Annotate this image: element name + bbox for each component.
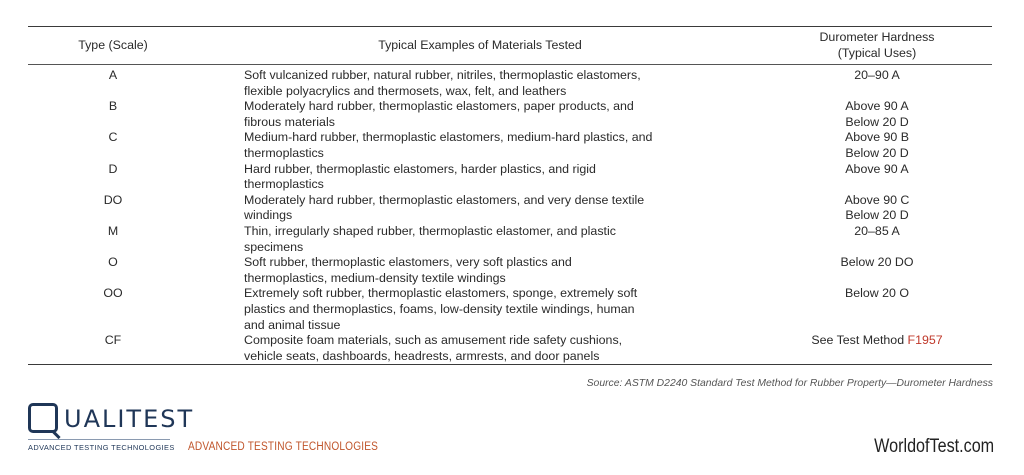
cell-examples — [198, 286, 762, 333]
source-citation: Source: ASTM D2240 Standard Test Method for Rubber Property—Durometer Hardness — [586, 378, 993, 389]
hardness-line: Below 20 D — [845, 208, 909, 223]
examples-line: vehicle seats, dashboards, headrests, armrests, and door panels — [244, 348, 600, 363]
examples-line: thermoplastics, medium-density textile windings — [244, 270, 506, 285]
examples-line: Moderately hard rubber, thermoplastic elastomers, and very dense textile — [244, 192, 645, 207]
worldoftest-link[interactable]: WorldofTest.com — [874, 436, 994, 457]
hardness-line: 20–85 A — [854, 223, 900, 238]
cell-type-scale: D — [108, 161, 118, 176]
cell-examples — [198, 99, 762, 130]
hardness-line: Above 90 A — [845, 99, 909, 114]
table-row — [28, 255, 992, 286]
examples-line: Moderately hard rubber, thermoplastic elastomers, paper products, and — [244, 99, 634, 114]
examples-line: specimens — [244, 239, 304, 254]
cell-durometer-hardness — [762, 255, 992, 286]
cell-examples — [198, 333, 762, 364]
table-row — [28, 224, 992, 255]
examples-line: and animal tissue — [244, 317, 341, 332]
examples-line: thermoplastics — [244, 177, 324, 192]
qualitest-logo[interactable] — [28, 403, 195, 453]
cell-type-scale: CF — [104, 333, 122, 348]
table-row — [28, 162, 992, 193]
test-method-label: See Test Method — [811, 333, 908, 348]
table-header-row — [28, 27, 992, 65]
table-row — [28, 99, 992, 130]
examples-line: Medium-hard rubber, thermoplastic elastomers, medium-hard plastics, and — [244, 130, 653, 145]
footer-tagline: ADVANCED TESTING TECHNOLOGIES — [188, 441, 379, 453]
header-type-scale: Type (Scale) — [28, 27, 198, 65]
cell-examples — [198, 193, 762, 224]
examples-line: Extremely soft rubber, thermoplastic elastomers, sponge, extremely soft — [244, 286, 638, 301]
logo-subtitle: ADVANCED TESTING TECHNOLOGIES — [28, 443, 175, 452]
cell-type-scale: DO — [103, 192, 123, 207]
table-bottom-rule — [28, 364, 992, 365]
header-durometer-line1: Durometer Hardness — [819, 29, 935, 44]
durometer-scale-table — [28, 27, 992, 364]
cell-type-scale: A — [108, 68, 118, 82]
cell-durometer-hardness — [762, 193, 992, 224]
examples-line: thermoplastics — [244, 145, 324, 160]
logo-wordmark: UALITEST — [64, 405, 195, 433]
table-row — [28, 193, 992, 224]
cell-examples — [198, 65, 762, 100]
cell-durometer-hardness — [762, 130, 992, 161]
cell-examples — [198, 224, 762, 255]
cell-durometer-hardness — [762, 224, 992, 255]
cell-type-scale: OO — [103, 286, 123, 301]
hardness-line: Below 20 D — [845, 145, 909, 160]
hardness-table-container — [28, 26, 992, 365]
cell-type-scale: O — [108, 255, 118, 270]
cell-durometer-hardness — [762, 99, 992, 130]
examples-line: Thin, irregularly shaped rubber, thermoplastic elastomer, and plastic — [244, 223, 616, 238]
examples-line: Hard rubber, thermoplastic elastomers, harder plastics, and rigid — [244, 161, 596, 176]
hardness-line: Above 90 B — [844, 130, 910, 145]
hardness-line: Above 90 A — [845, 161, 909, 176]
header-durometer-line2: (Typical Uses) — [837, 45, 917, 60]
examples-line: flexible polyacrylics and thermosets, wax, felt, and leathers — [244, 83, 567, 98]
hardness-line: Below 20 D — [845, 114, 909, 129]
cell-type-scale: C — [108, 130, 118, 145]
cell-durometer-hardness — [762, 65, 992, 100]
cell-durometer-hardness — [762, 333, 992, 364]
cell-durometer-hardness — [762, 162, 992, 193]
cell-examples — [198, 255, 762, 286]
table-row — [28, 130, 992, 161]
header-typical-examples: Typical Examples of Materials Tested — [198, 27, 762, 65]
examples-line: Soft vulcanized rubber, natural rubber, nitriles, thermoplastic elastomers, — [244, 68, 641, 82]
hardness-line: Below 20 O — [844, 286, 910, 301]
cell-type-scale: M — [107, 223, 119, 238]
examples-line: Soft rubber, thermoplastic elastomers, very soft plastics and — [244, 255, 572, 270]
examples-line: windings — [244, 208, 293, 223]
cell-type-scale: B — [108, 99, 118, 114]
examples-line: Composite foam materials, such as amusement ride safety cushions, — [244, 333, 623, 348]
cell-durometer-hardness — [762, 286, 992, 333]
q-logo-mark-icon — [28, 403, 58, 433]
table-row — [28, 286, 992, 333]
hardness-line: 20–90 A — [854, 68, 900, 82]
table-row — [28, 65, 992, 100]
table-body — [28, 65, 992, 365]
cell-examples — [198, 162, 762, 193]
examples-line: plastics and thermoplastics, foams, low-density textile windings, human — [244, 301, 635, 316]
logo-divider — [28, 439, 170, 440]
examples-line: fibrous materials — [244, 114, 335, 129]
header-durometer-hardness — [762, 27, 992, 65]
cell-examples — [198, 130, 762, 161]
hardness-line: Below 20 DO — [840, 255, 914, 270]
test-method-f1957-link[interactable]: F1957 — [907, 333, 943, 348]
hardness-line: Above 90 C — [844, 192, 910, 207]
table-row — [28, 333, 992, 364]
